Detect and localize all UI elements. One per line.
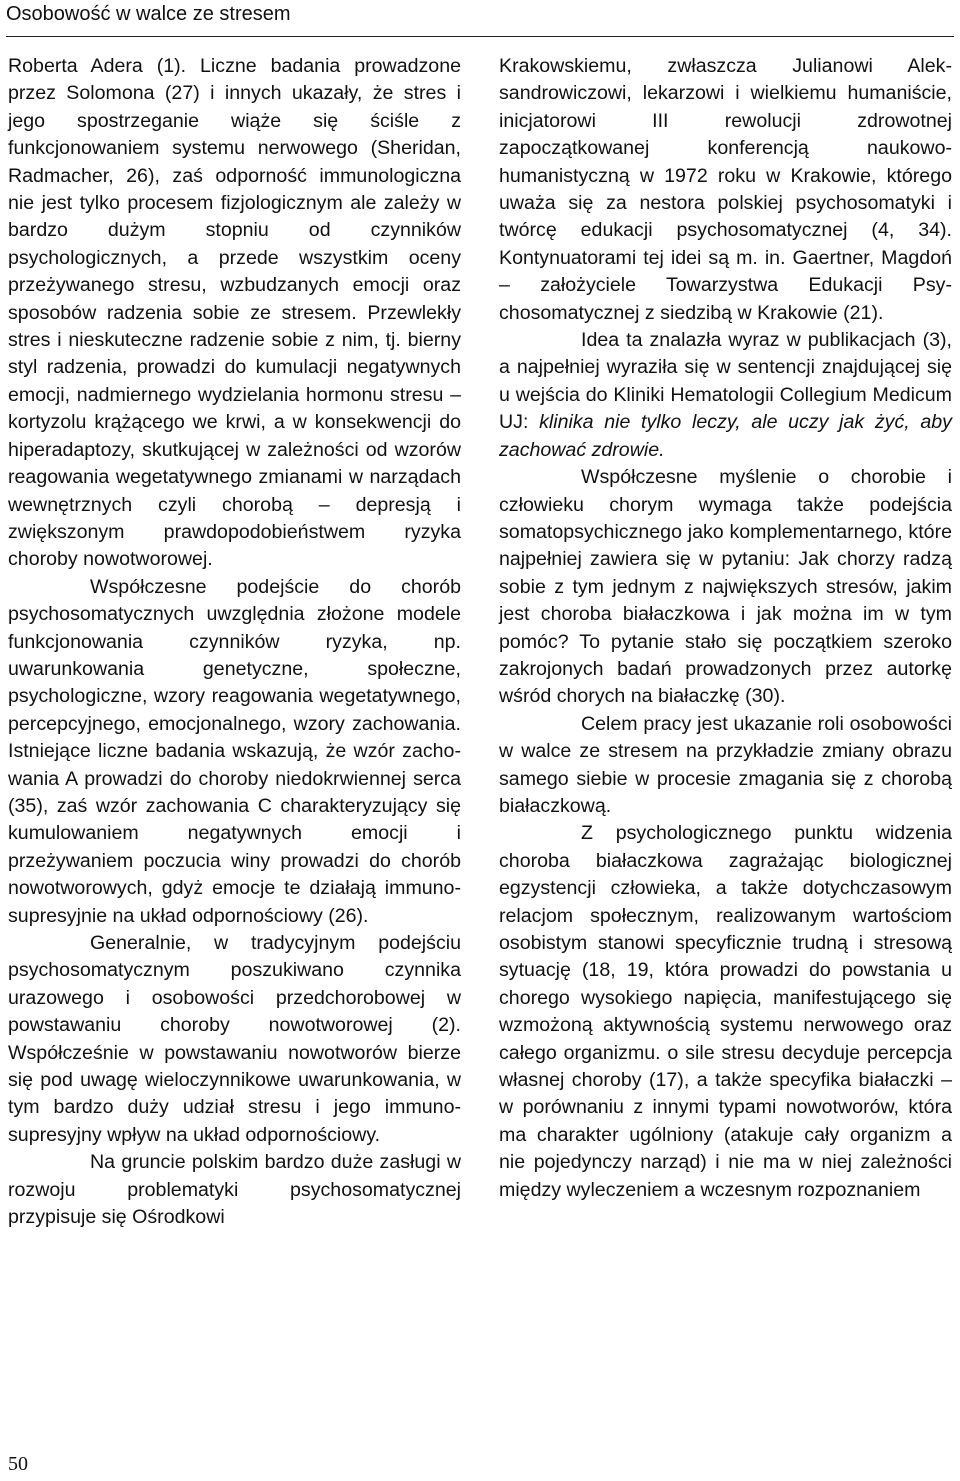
clinic-motto-quote: klinika nie tylko leczy, ale uczy jak żyć, aby zachować zdrowie.	[499, 411, 952, 461]
right-paragraph-4: Celem pracy jest ukazanie roli osobowości w walce ze stresem na przykładzie zmiany obrazu samego siebie w procesie zmagania się z chorobą białaczkową.	[499, 712, 952, 817]
header-rule	[6, 36, 954, 37]
running-header: Osobowość w walce ze stresem	[6, 3, 291, 25]
left-paragraph-2: Współczesne podejście do chorób psychosomatycznych uwzględnia złożone modele funkcjonowania czynników ryzyka, np. uwarunkowania genetyczne, społeczne, psychologiczne, wzory reagowania wegetatywnego, percepcyjnego, emocjonalnego, wzory zachowania. Istniejące liczne badania wskazują, że wzór zachowania A prowadzi do choroby niedokrwiennej serca (35), zaś wzór zachowania C charakteryzujący się kumulowaniem negatywnych emocji i przeżywaniem poczucia winy prowadzi do chorób nowotworowych, gdyż emocje te działają immunosupresyjnie na układ odpornościowy (26).	[8, 575, 461, 927]
page-number: 50	[8, 1453, 28, 1475]
right-paragraph-2-text: Idea ta znalazła wyraz w publikacjach (3), a najpełniej wyraziła się w sentencji znajdującej się u wejścia do Kliniki Hematologii Collegium Medicum UJ:	[499, 329, 952, 434]
right-paragraph-5: Z psychologicznego punktu widzenia choroba białaczkowa zagrażając biologicznej egzystencji człowieka, a także dotychczasowym relacjom społecznym, realizowanym wartościom osobistym stanowi specyficznie trudną i stresową sytuację (18, 19, która prowadzi do powstania u chorego wysokiego napięcia, manifestującego się wzmożoną aktywnością systemu nerwowego oraz całego organizmu. o sile stresu decyduje percepcja własnej choroby (17), a także specyfika białaczki – w porównaniu z innymi typami nowotworów, która ma charakter ugólniony (atakuje cały organizm a nie pojedynczy narząd) i nie ma w niej zależności między wyleczeniem a wczesnym rozpoznaniem	[499, 822, 952, 1201]
right-paragraph-1: Krakowskiemu, zwłaszcza Julianowi Aleksandrowiczowi, lekarzowi i wielkiemu humaniście, inicjatorowi III rewolucji zdrowotnej zapoczątkowanej konferencją naukowo-humanistyczną w 1972 roku w Krakowie, którego uważa się za nestora polskiej psychosomatyki i twórcę edukacji psychosomatycznej (4, 34). Kontynuatorami tej idei są m. in. Gaertner, Magdoń – założyciele Towarzystwa Edukacji Psychosomatycznej z siedzibą w Krakowie (21).	[499, 55, 952, 324]
left-column	[8, 53, 461, 1231]
right-paragraph-2	[499, 327, 952, 464]
left-paragraph-3: Generalnie, w tradycyjnym podejściu psychosomatycznym poszukiwano czynnika urazowego i osobowości przedchorobowej w powstawaniu choroby nowotworowej (2). Współcześnie w powstawaniu nowotworów bierze się pod uwagę wieloczynnikowe uwarunkowania, w tym bardzo duży udział stresu i jego immunosupresyjny wpływ na układ odpornościowy.	[8, 932, 461, 1146]
left-paragraph-1: Roberta Adera (1). Liczne badania prowadzone przez Solomona (27) i innych ukazały, że stres i jego spostrzeganie wiąże się ściśle z funkcjonowaniem systemu nerwowego (Sheridan, Radmacher, 26), zaś odporność immunologiczna nie jest tylko procesem fizjologicznym ale zależy w bardzo dużym stopniu od czynników psychologicznych, a przede wszystkim oceny przeżywanego stresu, wzbudzanych emocji oraz sposobów radzenia sobie ze stresem. Przewlekły stres i nieskuteczne radzenie sobie z nim, tj. bierny styl radzenia, prowadzi do kumulacji negatywnych emocji, nadmiernego wydzielania hormonu stresu – kortyzolu krążącego we krwi, a w konsekwencji do hiperadaptozy, skutkującej w zależności od wzorów reagowania wegetatywnego zmianami w narządach wewnętrznych czyli chorobą – depresją i zwiększonym prawdopodobieństwem ryzyka choroby nowotworowej.	[8, 55, 461, 571]
right-column	[499, 53, 952, 1204]
right-paragraph-3: Współczesne myślenie o chorobie i człowieku chorym wymaga także podejścia somatopsychicznego jako komplementarnego, które najpełniej zawiera się w pytaniu: Jak chorzy radzą sobie z tym jednym z największych stresów, jakim jest choroba białaczkowa i jak można im w tym pomóc? To pytanie stało się początkiem szeroko zakrojonych badań prowadzonych przez autorkę wśród chorych na białaczkę (30).	[499, 466, 952, 708]
left-paragraph-4: Na gruncie polskim bardzo duże zasługi w rozwoju problematyki psychosomatycznej przypisuje się Ośrodkowi	[8, 1151, 461, 1229]
